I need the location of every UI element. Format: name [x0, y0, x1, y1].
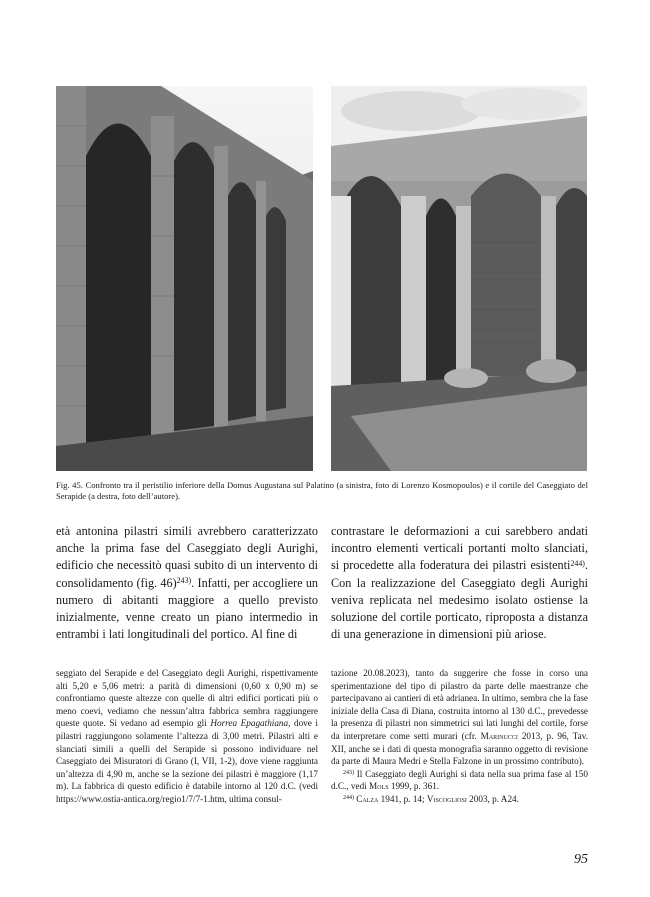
body-text-left	[56, 523, 318, 643]
body-text-right	[331, 523, 588, 643]
footnotes-right	[331, 667, 588, 806]
fn-right-p1-text-2: 2013, p. 96, Tav. XII, anche se i dati di questa monografia saranno oggetto di revisione da parte di Maura Medri e Stella Falzone in un prossimo contributo).	[331, 730, 588, 767]
body-left-text-2: . Infatti, per accogliere un numero di abitanti maggiore a quello previsto inizialmente, venne creato un piano intermedio in entrambi i lati longitudinali del portico. Al fine di	[56, 575, 319, 642]
figure-caption: Fig. 45. Confronto tra il peristilio inferiore della Domus Augustana sul Palatino (a sinistra, foto di Lorenzo Kosmopoulos) e il cortile del Caseggiato del Serapide (a destra, foto dell’autore).	[56, 480, 588, 502]
footnote-number-243: 243)	[343, 770, 354, 777]
fn-244-author-2: Viscogliosi	[426, 793, 467, 804]
page-number: 95	[574, 852, 588, 867]
footnote-243	[331, 768, 588, 793]
courtyard-arcade-image	[331, 86, 587, 471]
fn-right-p1-text-1: tazione 20.08.2023), tanto da suggerire che fosse in corso una sperimentazione del tipo di pilastro da parte delle maestranze che partecipavano ai cantieri di età adrianea. In ultimo, sembra che la fase iniziale della Casa di Diana, costruita intorno al 130 d.C., prevedesse la presenza di pilastri non simmetrici sui lati lunghi del cortile, forse da interpretare come setti murari (cfr.	[331, 668, 588, 741]
footnote-ref-244[interactable]: 244)	[570, 558, 585, 568]
fn-left-italic: Horrea Epagathiana	[210, 718, 289, 729]
fn-243-author: Mols	[369, 781, 389, 792]
footnote-number-244: 244)	[343, 795, 354, 802]
body-right-text-1: contrastare le deformazioni a cui sarebbero andati incontro elementi verticali portanti molto slanciati, si procedette alla foderatura dei pilastri esistenti	[331, 524, 588, 573]
footnote-continuation-right	[331, 667, 588, 768]
body-right-text-2: . Con la realizzazione del Caseggiato degli Aurighi veniva replicata nel medesimo isolato ostiense la soluzione del cortile porticato, riproposta a distanza di una generazione in dimensioni più ariose.	[331, 558, 588, 642]
footnote-continuation	[56, 667, 318, 806]
footnote-ref-243[interactable]: 243)	[176, 576, 192, 586]
fn-left-text-2: , dove i pilastri raggiungono solamente l’altezza di 3,00 metri. Pilastri alti e slanciati simili a quelli del Serapide si possono individuare nel Caseggiato dei Misuratori di Grano (I, VII, 1-2), dove viene raggiunta un’altezza di 4,90 m, anche se la sezione dei pilastri è maggiore (1,17 m). La fabbrica di questo edificio è databile intorno al 120 d.C. (vedi https://www.ostia-antica.org/regio1/7/7-1.htm, ultima consul-	[56, 718, 318, 804]
body-left-text-1: età antonina pilastri simili avrebbero caratterizzato anche la prima fase del Caseggiato degli Aurighi, edificio che necessitò quasi subito di un intervento di consolidamento (fig. 46)	[56, 524, 318, 590]
fn-243-text-2: 1999, p. 361.	[388, 781, 440, 792]
figure-photo-left	[56, 86, 313, 471]
footnote-244	[331, 793, 588, 806]
brick-arches-image	[56, 86, 313, 471]
fn-244-text-1: 1941, p. 14;	[378, 793, 427, 804]
footnotes-left	[56, 667, 318, 806]
fn-244-text-2: 2003, p. A24.	[466, 793, 519, 804]
fn-left-text-1: seggiato del Serapide e del Caseggiato degli Aurighi, rispettivamente alti 5,20 e 5,06 metri: a parità di dimensioni (0,60 x 0,90 m) se confrontiamo queste altezze con quelle di altri edifici porticati più o meno coevi, vediamo che nessun’altra fabbrica sembra raggiungere queste quote. Si vedano ad esempio gli	[56, 668, 318, 729]
fn-right-p1-author: Marinucci	[480, 730, 518, 741]
figure-photo-right	[331, 86, 587, 471]
fn-244-author-1: Calza	[356, 793, 379, 804]
fn-243-text-1: Il Caseggiato degli Aurighi si data nella sua prima fase al 150 d.C., vedi	[331, 768, 588, 792]
